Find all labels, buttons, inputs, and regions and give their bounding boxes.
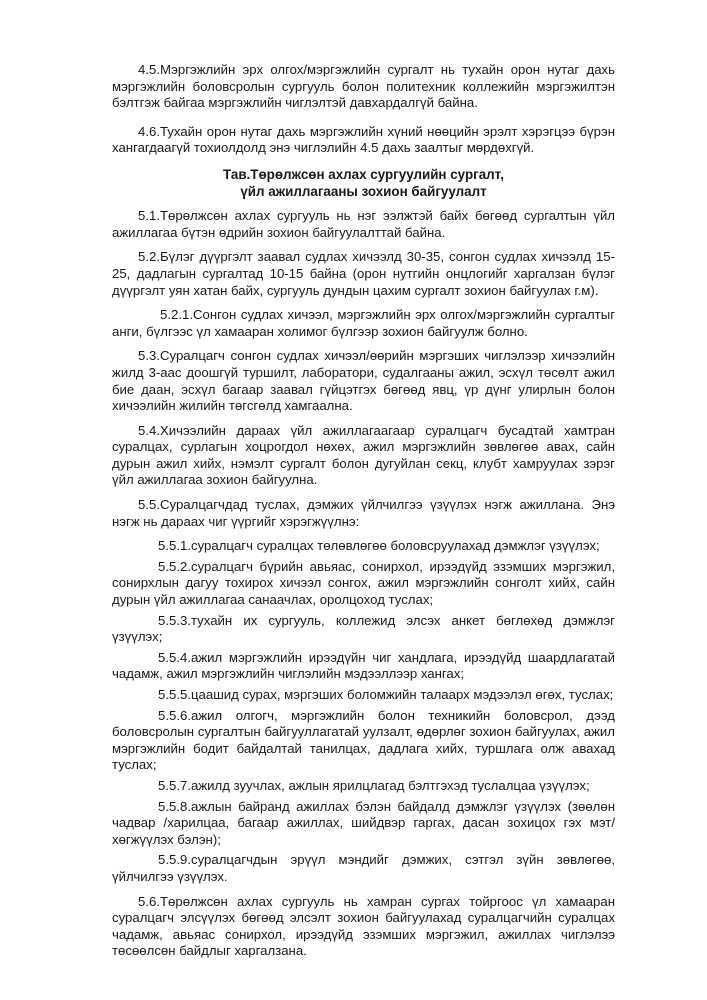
paragraph-5-5-3: 5.5.3.тухайн их сургууль, коллежид элсэх анкет бөглөхөд дэмжлэг үзүүлэх; <box>112 612 615 645</box>
paragraph-5-5-1: 5.5.1.суралцагч суралцах төлөвлөгөө боловсруулахад дэмжлэг үзүүлэх; <box>158 538 600 554</box>
paragraph-5-5-9: 5.5.9.суралцагчдын эрүүл мэндийг дэмжих, сэтгэл зүйн зөвлөгөө, үйлчилгээ үзүүлэх. <box>112 852 615 884</box>
paragraph-4-6: 4.6.Тухайн орон нутаг дахь мэргэжлийн хүний нөөцийн эрэлт хэрэгцээ бүрэн хангагдаагүй тохиолдолд энэ чиглэлийн 4.5 дахь заалтыг мөрдөхгүй. <box>112 123 615 156</box>
section-heading-line-1: Тав.Төрөлжсөн ахлах сургуулийн сургалт, <box>223 166 504 182</box>
paragraph-5-2: 5.2.Бүлэг дүүргэлт заавал судлах хичээлд 30-35, сонгон судлах хичээлд 15-25, дадлагын сургалтад 10-15 байна (орон нутгийн онцлогийг харгалзан бүлэг дүүргэлт уян хатан байх, сургууль дундын цахим сургалт зохион байгуулах г.м). <box>112 249 615 298</box>
paragraph-5-5-6: 5.5.6.ажил олгогч, мэргэжлийн болон техникийн боловсрол, дээд боловсролын сургалтын байгууллагатай уулзалт, өдөрлөг зохион байгуулах, ажил мэргэжлийн бодит байдалтай танилцах, дадлага хийх, туршлага олж авахад туслах; <box>112 707 615 773</box>
paragraph-5-2-1: 5.2.1.Сонгон судлах хичээл, мэргэжлийн эрх олгох/мэргэжлийн сургалтыг анги, бүлгээс үл хамааран холимог бүлгээр зохион байгуулж болно. <box>112 307 615 339</box>
paragraph-4-5: 4.5.Мэргэжлийн эрх олгох/мэргэжлийн сургалт нь тухайн орон нутаг дахь мэргэжлийн боловсролын сургууль болон политехник коллежийн мэргэжилтэн бэлтгэж байгаа мэргэжлийн чиглэлтэй давхардалгүй байна. <box>112 62 615 111</box>
paragraph-5-5: 5.5.Суралцагчдад туслах, дэмжих үйлчилгээ үзүүлэх нэгж ажиллана. Энэ нэгж нь дараах чиг үүргийг хэрэгжүүлнэ: <box>112 497 615 529</box>
paragraph-5-5-2: 5.5.2.суралцагч бүрийн авьяас, сонирхол, ирээдүйд эзэмших мэргэжил, сонирхлын дагуу тохирох хичээл сонгох, ажил мэргэжлийн сонголт хийх, сайн дурын үйл ажиллагаа санаачлах, оролцоход туслах; <box>112 558 615 608</box>
paragraph-5-6: 5.6.Төрөлжсөн ахлах сургууль нь хамран сургах тойргоос үл хамааран суралцагч элсүүлэх бөгөөд элсэлт зохион байгуулахад суралцагчийн суралцах чадамж, авьяас сонирхол, ирээдүйд эзэмших мэргэжил, ажиллах чиглэлээ төсөөлсөн байдлыг харгалзана. <box>112 893 615 959</box>
paragraph-5-3: 5.3.Суралцагч сонгон судлах хичээл/өөрийн мэргэших чиглэлээр хичээлийн жилд 3-аас доошгүй туршилт, лаборатори, судалгааны ажил, эсхүл төсөлт ажил бие даан, эсхүл багаар заавал гүйцэтгэх бөгөөд явц, үр дүнг улирлын болон хичээлийн жилийн төгсгөлд хамгаална. <box>112 348 615 414</box>
paragraph-5-5-7: 5.5.7.ажилд зуучлах, ажлын ярилцлагад бэлтгэхэд туслалцаа үзүүлэх; <box>158 777 590 793</box>
paragraph-5-5-4: 5.5.4.ажил мэргэжлийн ирээдүйн чиг хандлага, ирээдүйд шаардлагатай чадамж, ажил мэргэжлийн чиглэлийн мэдээллээр хангах; <box>112 649 615 682</box>
section-heading <box>112 167 615 200</box>
paragraph-5-5-5: 5.5.5.цаашид сурах, мэргэших боломжийн талаарх мэдээлэл өгөх, туслах; <box>158 687 614 702</box>
paragraph-5-5-8: 5.5.8.ажлын байранд ажиллах бэлэн байдалд дэмжлэг үзүүлэх (зөөлөн чадвар /харилцаа, багаар ажиллах, шийдвэр гаргах, дасан зохицох гэх мэт/ хөгжүүлэх бэлэн); <box>112 798 615 847</box>
section-heading-line-2: үйл ажиллагааны зохион байгуулалт <box>240 183 487 199</box>
paragraph-5-1: 5.1.Төрөлжсөн ахлах сургууль нь нэг ээлжтэй байх бөгөөд сургалтын үйл ажиллагаа бүтэн өдрийн зохион байгуулалттай байна. <box>112 208 615 240</box>
paragraph-5-4: 5.4.Хичээлийн дараах үйл ажиллагаагаар суралцагч бусадтай хамтран суралцах, сурлагын хоцрогдол нөхөх, ажил мэргэжлийн зөвлөгөө авах, сайн дурын ажил хийх, нэмэлт сургалт болон дугуйлан секц, клубт хамруулах зэрэг үйл ажиллагаа зохион байгуулна. <box>112 422 615 488</box>
